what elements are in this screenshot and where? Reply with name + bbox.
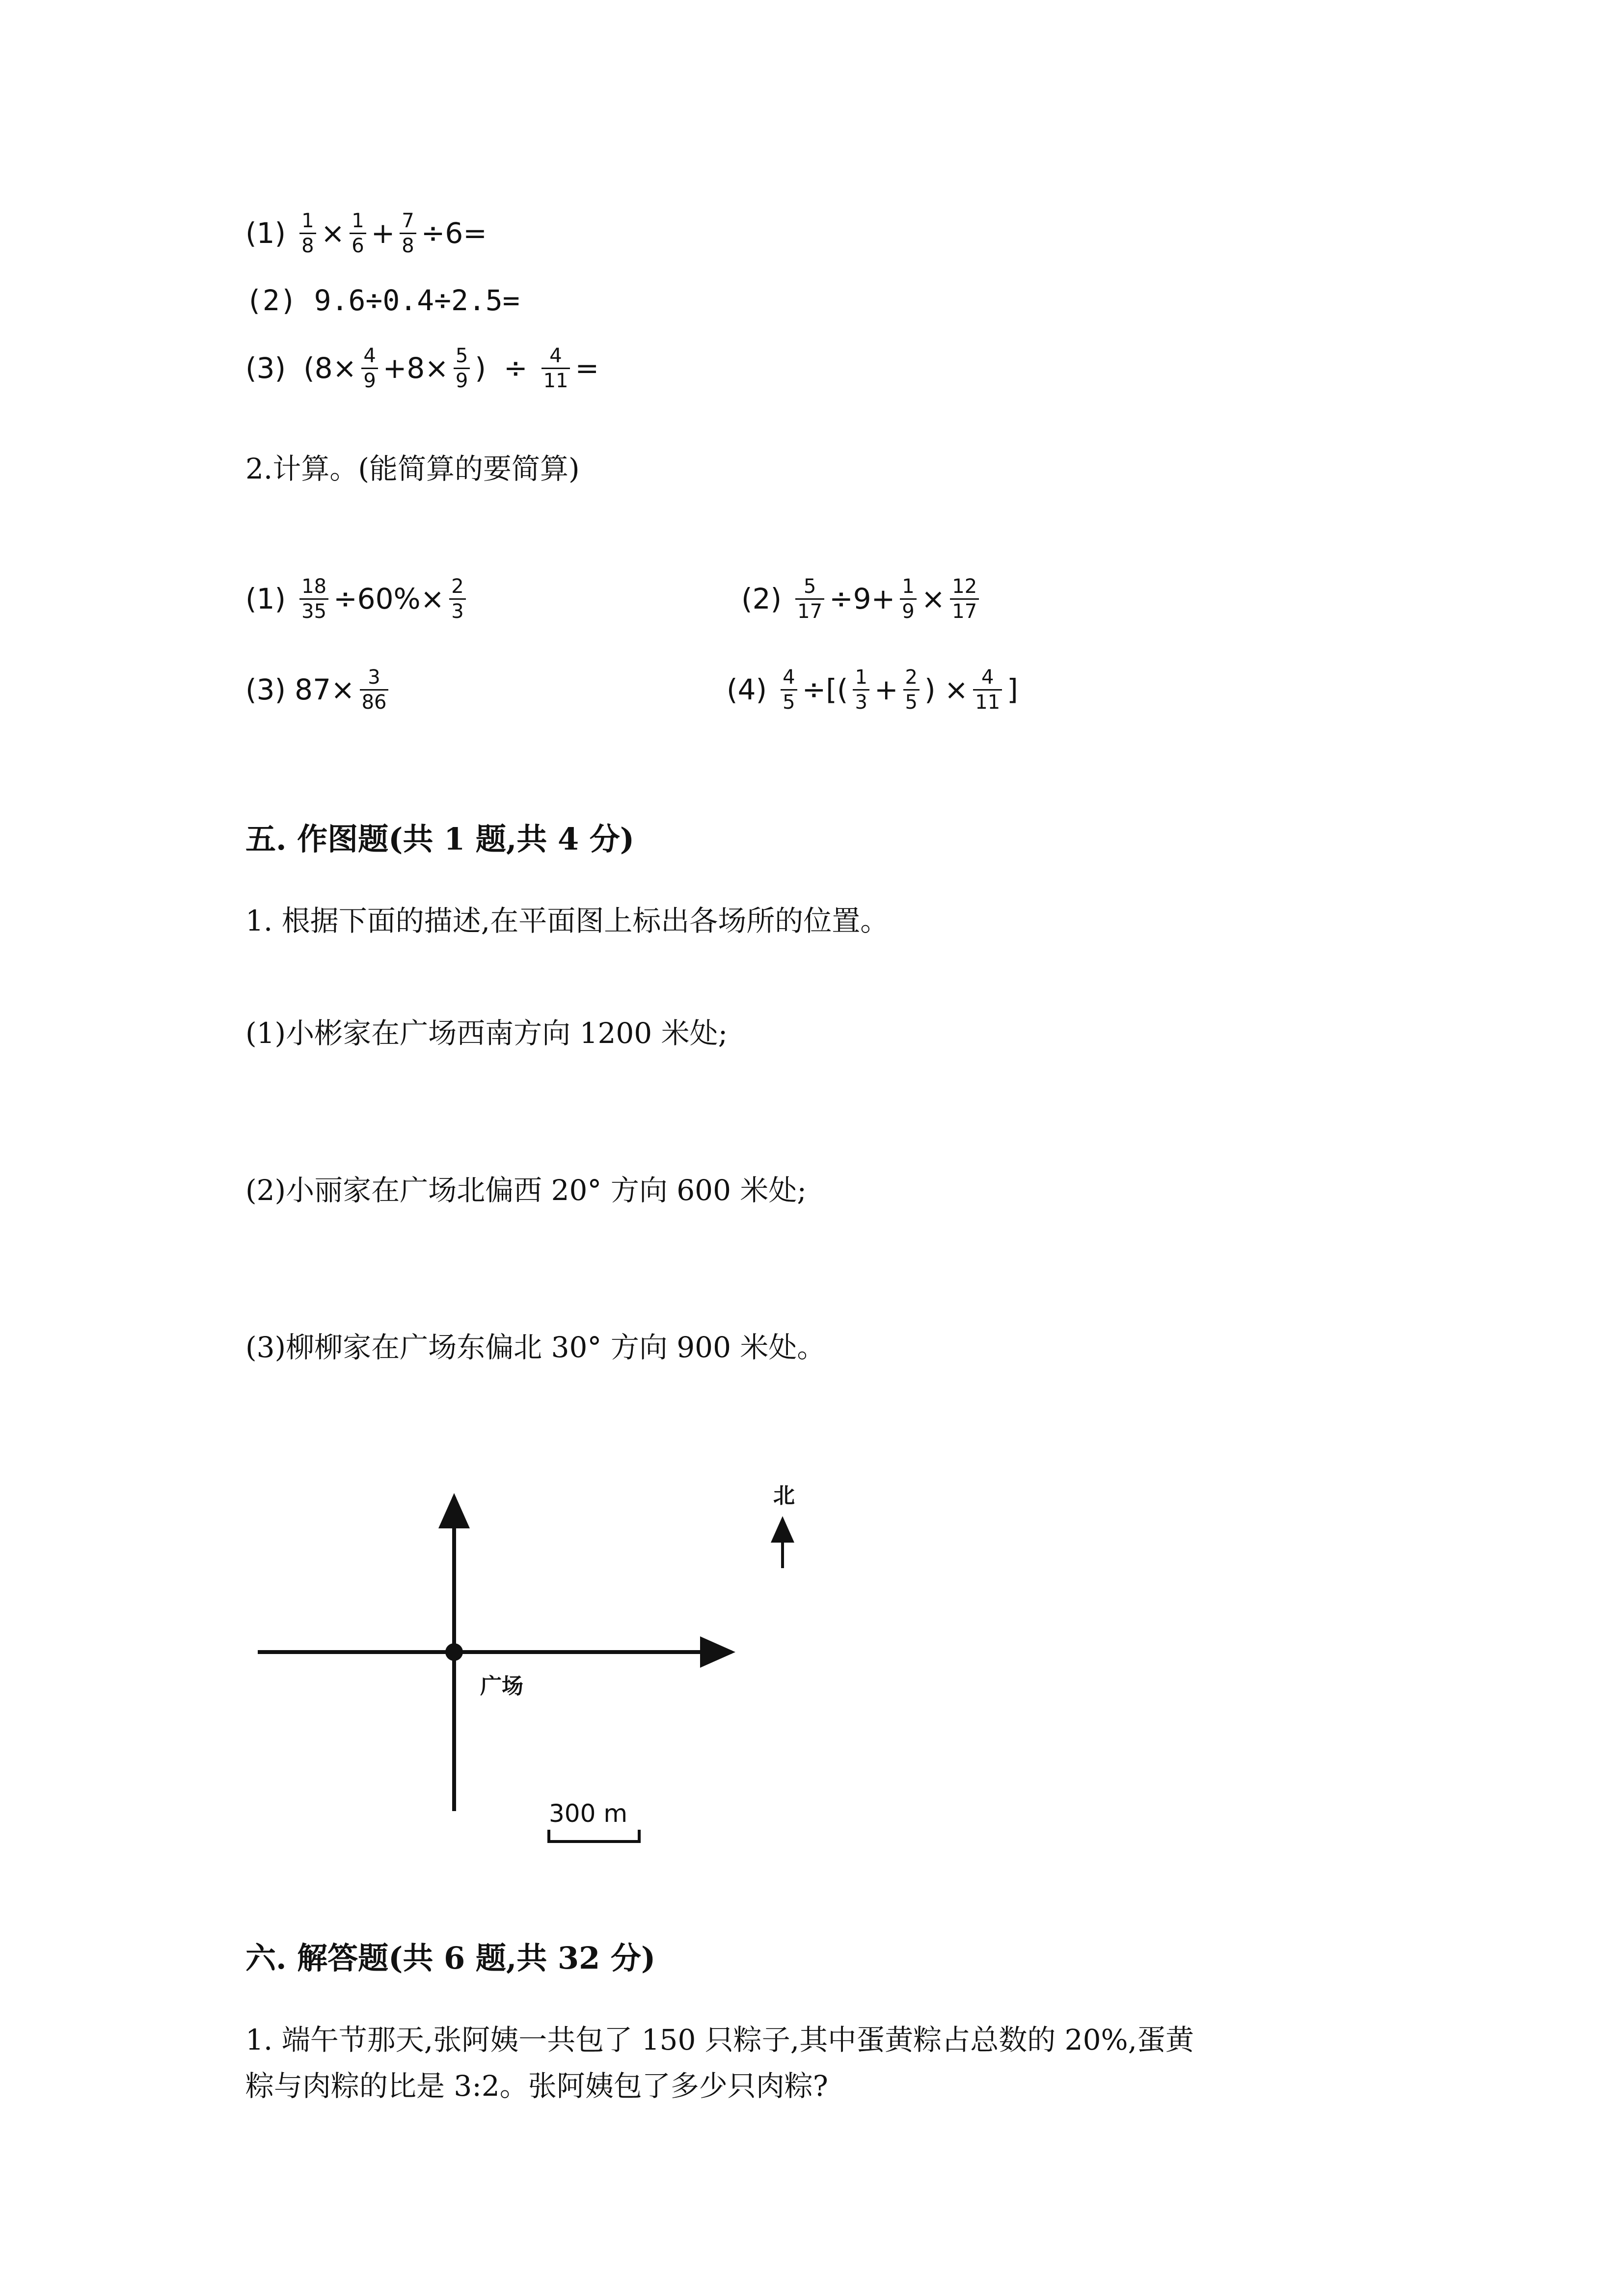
fraction: $\frac{4}{5}$	[781, 666, 797, 714]
expression-1-2: (2) 9.6÷0.4÷2.5=	[245, 284, 520, 317]
section-heading-answers: 六. 解答题(共 6 题,共 32 分)	[245, 1940, 656, 1976]
fraction: $\frac{7}{8}$	[400, 209, 416, 258]
fraction: $\frac{18}{35}$	[299, 575, 328, 623]
expression-2-4: (4) $\frac{4}{5}$ ÷[( $\frac{1}{3}$ + $\frac{2}{5}$ ) × $\frac{4}{11}$ ]	[727, 666, 1018, 714]
fraction: $\frac{1}{8}$	[299, 209, 316, 258]
origin-point	[445, 1643, 463, 1661]
fraction: $\frac{3}{86}$	[360, 666, 389, 714]
question-text: 1. 根据下面的描述,在平面图上标出各场所的位置。	[245, 904, 889, 937]
fraction: $\frac{4}{9}$	[361, 344, 378, 393]
expression-1-1: (1) $\frac{1}{8}$ × $\frac{1}{6}$ + $\frac{7}{8}$ ÷6=	[245, 209, 487, 257]
north-label: 北	[773, 1483, 795, 1508]
description-item-3: (3)柳柳家在广场东偏北 30° 方向 900 米处。	[245, 1331, 826, 1364]
fraction: $\frac{1}{6}$	[350, 209, 366, 258]
fraction: $\frac{1}{3}$	[853, 666, 869, 714]
fraction: $\frac{4}{11}$	[541, 344, 570, 393]
origin-label: 广场	[480, 1674, 523, 1699]
question-title: 2.计算。(能简算的要简算)	[245, 452, 580, 485]
problem-text-line-2: 粽与肉粽的比是 3:2。张阿姨包了多少只肉粽?	[245, 2069, 828, 2103]
problem-text-line-1: 1. 端午节那天,张阿姨一共包了 150 只粽子,其中蛋黄粽占总数的 20%,蛋黄	[245, 2023, 1194, 2056]
description-item-1: (1)小彬家在广场西南方向 1200 米处;	[245, 1016, 728, 1050]
expression-2-3: (3) 87× $\frac{3}{86}$	[245, 655, 393, 724]
fraction: $\frac{2}{5}$	[903, 666, 920, 714]
expression-1-3: (3) (8× $\frac{4}{9}$ +8× $\frac{5}{9}$ ) ÷ $\frac{4}{11}$ =	[245, 344, 599, 392]
scale-bar	[549, 1830, 639, 1842]
description-item-2: (2)小丽家在广场北偏西 20° 方向 600 米处;	[245, 1174, 807, 1207]
section-heading-drawing: 五. 作图题(共 1 题,共 4 分)	[245, 821, 635, 857]
fraction: $\frac{5}{9}$	[454, 344, 470, 393]
expression-2-1: (1) $\frac{18}{35}$ ÷60%× $\frac{2}{3}$	[245, 564, 471, 633]
fraction: $\frac{1}{9}$	[900, 575, 916, 623]
fraction: $\frac{4}{11}$	[973, 666, 1002, 714]
scale-label: 300 m	[549, 1799, 628, 1828]
expression-2-2: (2) $\frac{5}{17}$ ÷9+ $\frac{1}{9}$ × $\frac{12}{17}$	[741, 564, 984, 633]
fraction: $\frac{12}{17}$	[950, 575, 979, 623]
fraction: $\frac{5}{17}$	[795, 575, 824, 623]
fraction: $\frac{2}{3}$	[449, 575, 465, 623]
